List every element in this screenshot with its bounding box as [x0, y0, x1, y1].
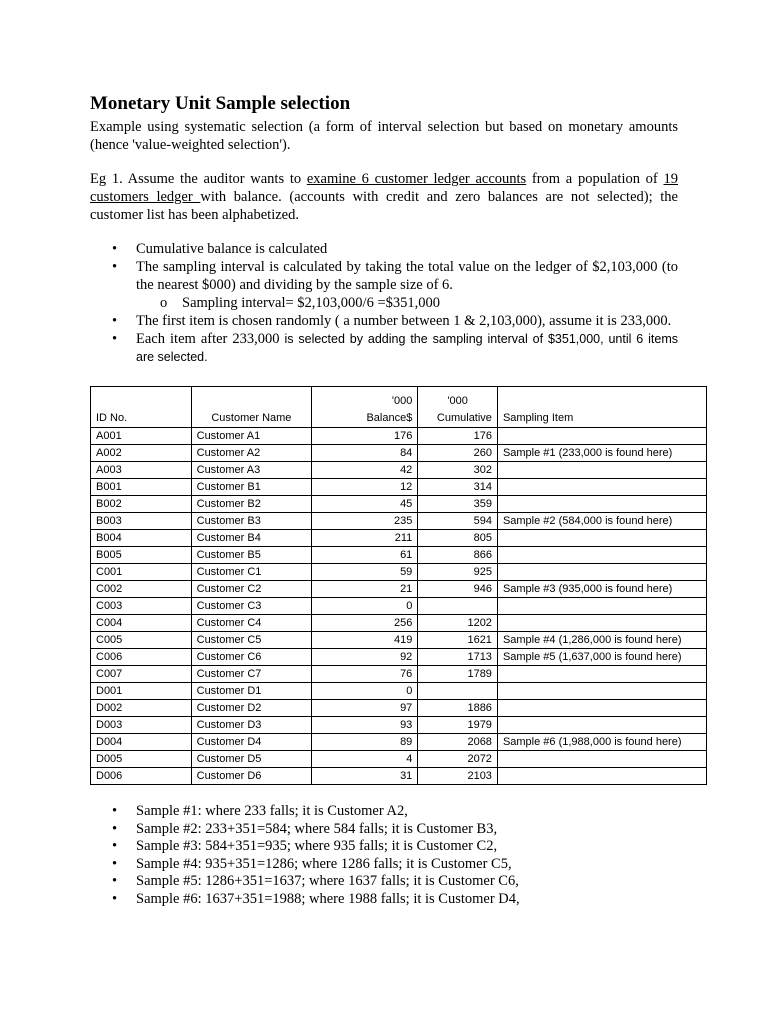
header-cumulative — [418, 387, 498, 428]
cell-customer-name: Customer D2 — [191, 700, 312, 717]
cell-customer-name: Customer C6 — [191, 649, 312, 666]
sample-item: • Sample #3: 584+351=935; where 935 falls; it is Customer C2, — [90, 838, 678, 856]
step-item: • The first item is chosen randomly ( a number between 1 & 2,103,000), assume it is 233,000. — [90, 312, 678, 330]
cell-cumulative: 314 — [418, 479, 498, 496]
header-id: ID No. — [91, 387, 192, 428]
cell-cumulative: 1979 — [418, 717, 498, 734]
cell-balance: 97 — [312, 700, 418, 717]
table-row — [91, 428, 707, 445]
cell-sampling-item — [497, 496, 706, 513]
header-balance — [312, 387, 418, 428]
cell-sampling-item — [497, 666, 706, 683]
table-row — [91, 683, 707, 700]
header-balance-unit: '000 — [391, 395, 413, 407]
table-row — [91, 666, 707, 683]
table-row — [91, 513, 707, 530]
cell-balance: 211 — [312, 530, 418, 547]
cell-customer-name: Customer D3 — [191, 717, 312, 734]
cell-sampling-item: Sample #1 (233,000 is found here) — [497, 445, 706, 462]
cell-cumulative: 1621 — [418, 632, 498, 649]
document-body — [90, 92, 678, 366]
table-row — [91, 768, 707, 785]
cell-cumulative: 1713 — [418, 649, 498, 666]
step-item: • Cumulative balance is calculated — [90, 240, 678, 258]
cell-balance: 12 — [312, 479, 418, 496]
sample-item: • Sample #1: where 233 falls; it is Customer A2, — [90, 803, 678, 821]
cell-cumulative: 260 — [418, 445, 498, 462]
example-link-customers: 19 customers ledger — [90, 171, 678, 205]
cell-balance: 92 — [312, 649, 418, 666]
table-row — [91, 598, 707, 615]
step-text: Each item after 233,000 — [136, 331, 280, 347]
cell-id: D006 — [91, 768, 192, 785]
cell-cumulative: 176 — [418, 428, 498, 445]
cell-customer-name: Customer B5 — [191, 547, 312, 564]
cell-balance: 61 — [312, 547, 418, 564]
cell-customer-name: Customer D6 — [191, 768, 312, 785]
table-row — [91, 734, 707, 751]
cell-customer-name: Customer D1 — [191, 683, 312, 700]
cell-cumulative: 805 — [418, 530, 498, 547]
header-cumulative-label: Cumulative — [436, 412, 492, 424]
cell-id: C007 — [91, 666, 192, 683]
cell-customer-name: Customer C1 — [191, 564, 312, 581]
sample-item: • Sample #6: 1637+351=1988; where 1988 falls; it is Customer D4, — [90, 891, 678, 909]
cell-id: B003 — [91, 513, 192, 530]
header-sampling-item: Sampling Item — [497, 387, 706, 428]
cell-sampling-item — [497, 717, 706, 734]
cell-cumulative: 302 — [418, 462, 498, 479]
cell-cumulative: 946 — [418, 581, 498, 598]
step-item — [90, 330, 678, 366]
cell-sampling-item: Sample #2 (584,000 is found here) — [497, 513, 706, 530]
cell-cumulative: 866 — [418, 547, 498, 564]
cell-balance: 42 — [312, 462, 418, 479]
table-row — [91, 547, 707, 564]
sub-list — [136, 294, 678, 312]
cell-balance: 419 — [312, 632, 418, 649]
cell-customer-name: Customer B2 — [191, 496, 312, 513]
example-link-accounts: examine 6 customer ledger accounts — [306, 171, 527, 187]
cell-customer-name: Customer D4 — [191, 734, 312, 751]
cell-customer-name: Customer C4 — [191, 615, 312, 632]
cell-sampling-item — [497, 598, 706, 615]
cell-sampling-item: Sample #3 (935,000 is found here) — [497, 581, 706, 598]
cell-customer-name: Customer C3 — [191, 598, 312, 615]
cell-sampling-item — [497, 462, 706, 479]
cell-id: C005 — [91, 632, 192, 649]
table-row — [91, 581, 707, 598]
table-row — [91, 649, 707, 666]
step-item — [90, 258, 678, 312]
cell-balance: 31 — [312, 768, 418, 785]
example-middle: from a population of — [526, 171, 664, 187]
cell-sampling-item — [497, 428, 706, 445]
example-prefix: Eg 1. Assume the auditor wants to — [90, 171, 307, 187]
cell-customer-name: Customer C7 — [191, 666, 312, 683]
cell-balance: 21 — [312, 581, 418, 598]
page-title: Monetary Unit Sample selection — [90, 93, 351, 114]
header-customer-name: Customer Name — [191, 387, 312, 428]
cell-balance: 176 — [312, 428, 418, 445]
cell-id: D001 — [91, 683, 192, 700]
cell-sampling-item — [497, 615, 706, 632]
cell-sampling-item — [497, 547, 706, 564]
steps-list — [90, 240, 678, 366]
table-row — [91, 717, 707, 734]
cell-cumulative: 2103 — [418, 768, 498, 785]
sub-step-item: o Sampling interval= $2,103,000/6 =$351,000 — [136, 294, 678, 312]
cell-sampling-item — [497, 700, 706, 717]
cell-customer-name: Customer D5 — [191, 751, 312, 768]
sample-item: • Sample #5: 1286+351=1637; where 1637 falls; it is Customer C6, — [90, 873, 678, 891]
table-row — [91, 445, 707, 462]
table-row — [91, 496, 707, 513]
cell-id: A003 — [91, 462, 192, 479]
sample-item: • Sample #4: 935+351=1286; where 1286 falls; it is Customer C5, — [90, 856, 678, 874]
cell-cumulative — [418, 683, 498, 700]
cell-balance: 89 — [312, 734, 418, 751]
cell-balance: 0 — [312, 683, 418, 700]
header-cumulative-unit: '000 — [447, 395, 468, 407]
cell-customer-name: Customer A3 — [191, 462, 312, 479]
table-row — [91, 700, 707, 717]
cell-id: B001 — [91, 479, 192, 496]
cell-balance: 59 — [312, 564, 418, 581]
cell-sampling-item: Sample #4 (1,286,000 is found here) — [497, 632, 706, 649]
cell-balance: 235 — [312, 513, 418, 530]
cell-balance: 256 — [312, 615, 418, 632]
cell-id: C003 — [91, 598, 192, 615]
cell-cumulative: 359 — [418, 496, 498, 513]
cell-id: A002 — [91, 445, 192, 462]
cell-cumulative: 1886 — [418, 700, 498, 717]
cell-balance: 84 — [312, 445, 418, 462]
sampling-table — [90, 386, 707, 785]
cell-id: B005 — [91, 547, 192, 564]
cell-sampling-item: Sample #5 (1,637,000 is found here) — [497, 649, 706, 666]
step-text: The sampling interval is calculated by taking the total value on the ledger of $2,103,000 (to the nearest $000) and dividing by the sample size of 6. — [136, 259, 678, 293]
cell-id: D004 — [91, 734, 192, 751]
cell-sampling-item — [497, 768, 706, 785]
cell-sampling-item — [497, 683, 706, 700]
table-row — [91, 479, 707, 496]
table-row — [91, 615, 707, 632]
intro-paragraph: Example using systematic selection (a form of interval selection but based on monetary amounts (hence 'value-weighted selection'). — [90, 119, 678, 153]
cell-id: D005 — [91, 751, 192, 768]
cell-sampling-item: Sample #6 (1,988,000 is found here) — [497, 734, 706, 751]
cell-customer-name: Customer A1 — [191, 428, 312, 445]
cell-cumulative: 1789 — [418, 666, 498, 683]
cell-cumulative — [418, 598, 498, 615]
cell-id: B002 — [91, 496, 192, 513]
header-balance-label: Balance$ — [366, 412, 413, 424]
cell-id: C004 — [91, 615, 192, 632]
cell-customer-name: Customer B4 — [191, 530, 312, 547]
cell-cumulative: 594 — [418, 513, 498, 530]
cell-id: A001 — [91, 428, 192, 445]
cell-cumulative: 2072 — [418, 751, 498, 768]
cell-id: C002 — [91, 581, 192, 598]
table-row — [91, 632, 707, 649]
cell-id: C006 — [91, 649, 192, 666]
cell-customer-name: Customer B1 — [191, 479, 312, 496]
cell-customer-name: Customer C2 — [191, 581, 312, 598]
cell-sampling-item — [497, 751, 706, 768]
cell-id: C001 — [91, 564, 192, 581]
cell-customer-name: Customer C5 — [191, 632, 312, 649]
step-text-sans: is selected by adding the sampling interval of $351,000, until 6 items are selected. — [136, 332, 679, 364]
cell-balance: 45 — [312, 496, 418, 513]
cell-balance: 93 — [312, 717, 418, 734]
sample-item: • Sample #2: 233+351=584; where 584 falls; it is Customer B3, — [90, 821, 678, 839]
samples-section — [90, 803, 678, 908]
table-row — [91, 751, 707, 768]
cell-cumulative: 925 — [418, 564, 498, 581]
cell-sampling-item — [497, 479, 706, 496]
cell-balance: 4 — [312, 751, 418, 768]
table-row — [91, 564, 707, 581]
example-paragraph — [90, 170, 678, 224]
cell-cumulative: 1202 — [418, 615, 498, 632]
example-suffix: with balance. (accounts with credit and zero balances are not selected); the customer list has been alphabetized. — [90, 189, 678, 223]
samples-list — [90, 803, 678, 908]
cell-balance: 0 — [312, 598, 418, 615]
cell-sampling-item — [497, 564, 706, 581]
cell-sampling-item — [497, 530, 706, 547]
cell-id: B004 — [91, 530, 192, 547]
cell-balance: 76 — [312, 666, 418, 683]
cell-id: D003 — [91, 717, 192, 734]
table-row — [91, 530, 707, 547]
cell-customer-name: Customer B3 — [191, 513, 312, 530]
cell-cumulative: 2068 — [418, 734, 498, 751]
table-header-row — [91, 387, 707, 428]
cell-id: D002 — [91, 700, 192, 717]
table-row — [91, 462, 707, 479]
cell-customer-name: Customer A2 — [191, 445, 312, 462]
